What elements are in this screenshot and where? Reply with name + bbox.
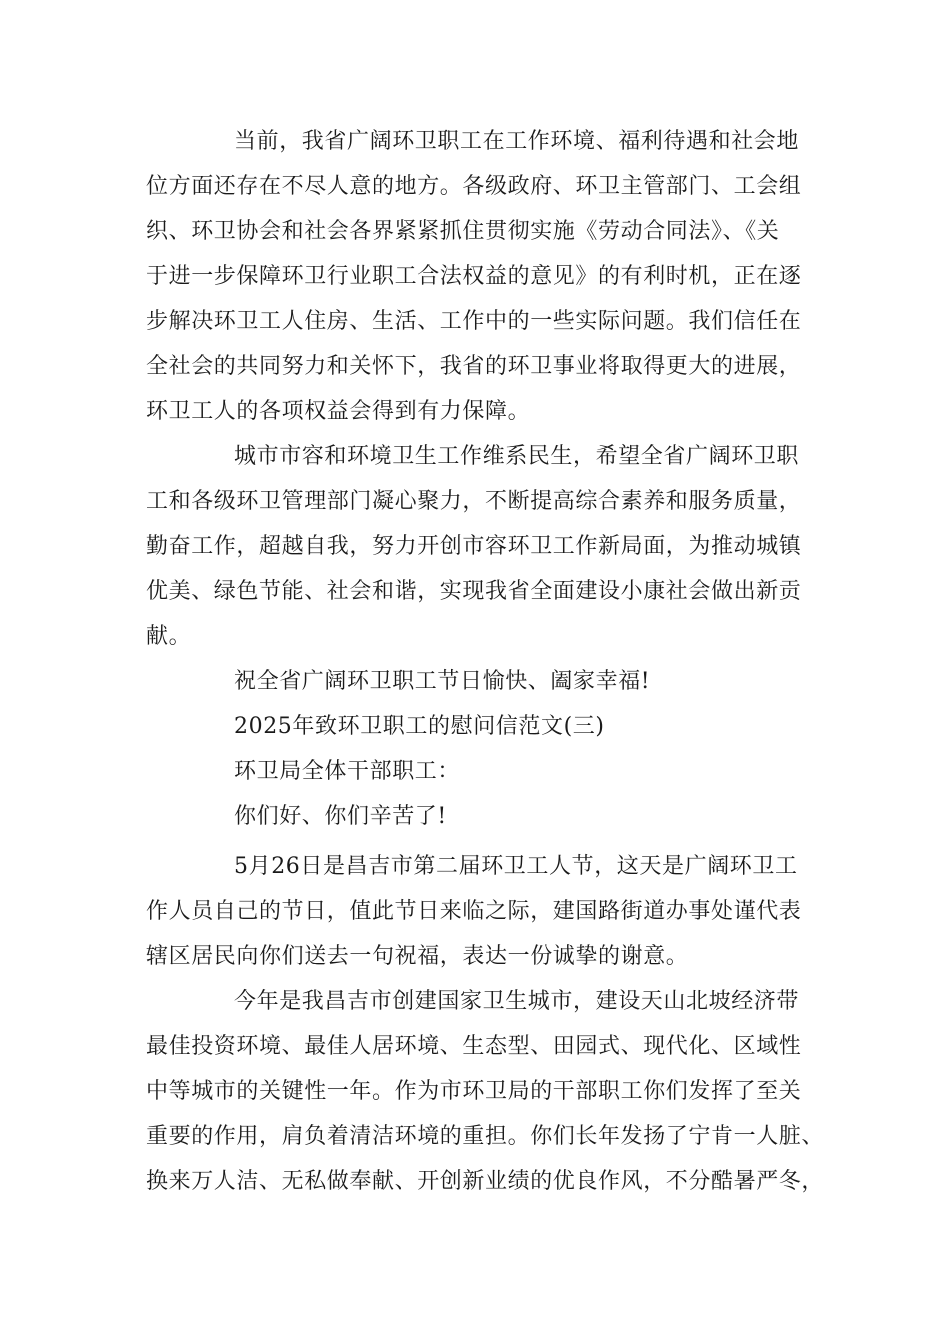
paragraph-2-line-5: 献。 [146,624,192,649]
paragraph-2-line-4: 优美、绿色节能、社会和谐，实现我省全面建设小康社会做出新贡 [146,579,802,604]
paragraph-4-line-4: 重要的作用，肩负着清洁环境的重担。你们长年发扬了宁肯一人脏、 [146,1124,825,1149]
paragraph-1-line-3: 织、环卫协会和社会各界紧紧抓住贯彻实施《劳动合同法》、《关 [146,219,780,244]
salutation: 环卫局全体干部职工： [234,759,461,784]
paragraph-1-line-2: 位方面还存在不尽人意的地方。各级政府、环卫主管部门、工会组 [146,174,802,199]
section-title: 2025年致环卫职工的慰问信范文(三) [234,714,605,739]
paragraph-4-line-2: 最佳投资环境、最佳人居环境、生态型、田园式、现代化、区域性 [146,1034,802,1059]
paragraph-1-line-5: 步解决环卫工人住房、生活、工作中的一些实际问题。我们信任在 [146,309,802,334]
paragraph-1-line-1: 当前，我省广阔环卫职工在工作环境、福利待遇和社会地 [234,129,800,154]
paragraph-2-line-3: 勤奋工作，超越自我，努力开创市容环卫工作新局面，为推动城镇 [146,534,802,559]
paragraph-1-line-7: 环卫工人的各项权益会得到有力保障。 [146,399,531,424]
opening-greeting: 你们好、你们辛苦了! [234,804,447,829]
greeting-line: 祝全省广阔环卫职工节日愉快、阖家幸福! [234,669,651,694]
paragraph-3-line-3: 辖区居民向你们送去一句祝福，表达一份诚挚的谢意。 [146,944,689,969]
paragraph-4-line-1: 今年是我昌吉市创建国家卫生城市，建设天山北坡经济带 [234,989,800,1014]
paragraph-2-line-2: 工和各级环卫管理部门凝心聚力，不断提高综合素养和服务质量， [146,489,802,514]
paragraph-1-line-6: 全社会的共同努力和关怀下，我省的环卫事业将取得更大的进展， [146,354,802,379]
paragraph-3-line-2: 作人员自己的节日，值此节日来临之际，建国路街道办事处谨代表 [146,899,802,924]
paragraph-3-line-1: 5月26日是昌吉市第二届环卫工人节，这天是广阔环卫工 [234,854,798,879]
paragraph-1-line-4: 于进一步保障环卫行业职工合法权益的意见》的有利时机，正在逐 [146,264,802,289]
paragraph-4-line-5: 换来万人洁、无私做奉献、开创新业绩的优良作风，不分酷暑严冬， [146,1169,825,1194]
paragraph-4-line-3: 中等城市的关键性一年。作为市环卫局的干部职工你们发挥了至关 [146,1079,802,1104]
paragraph-2-line-1: 城市市容和环境卫生工作维系民生，希望全省广阔环卫职 [234,444,800,469]
